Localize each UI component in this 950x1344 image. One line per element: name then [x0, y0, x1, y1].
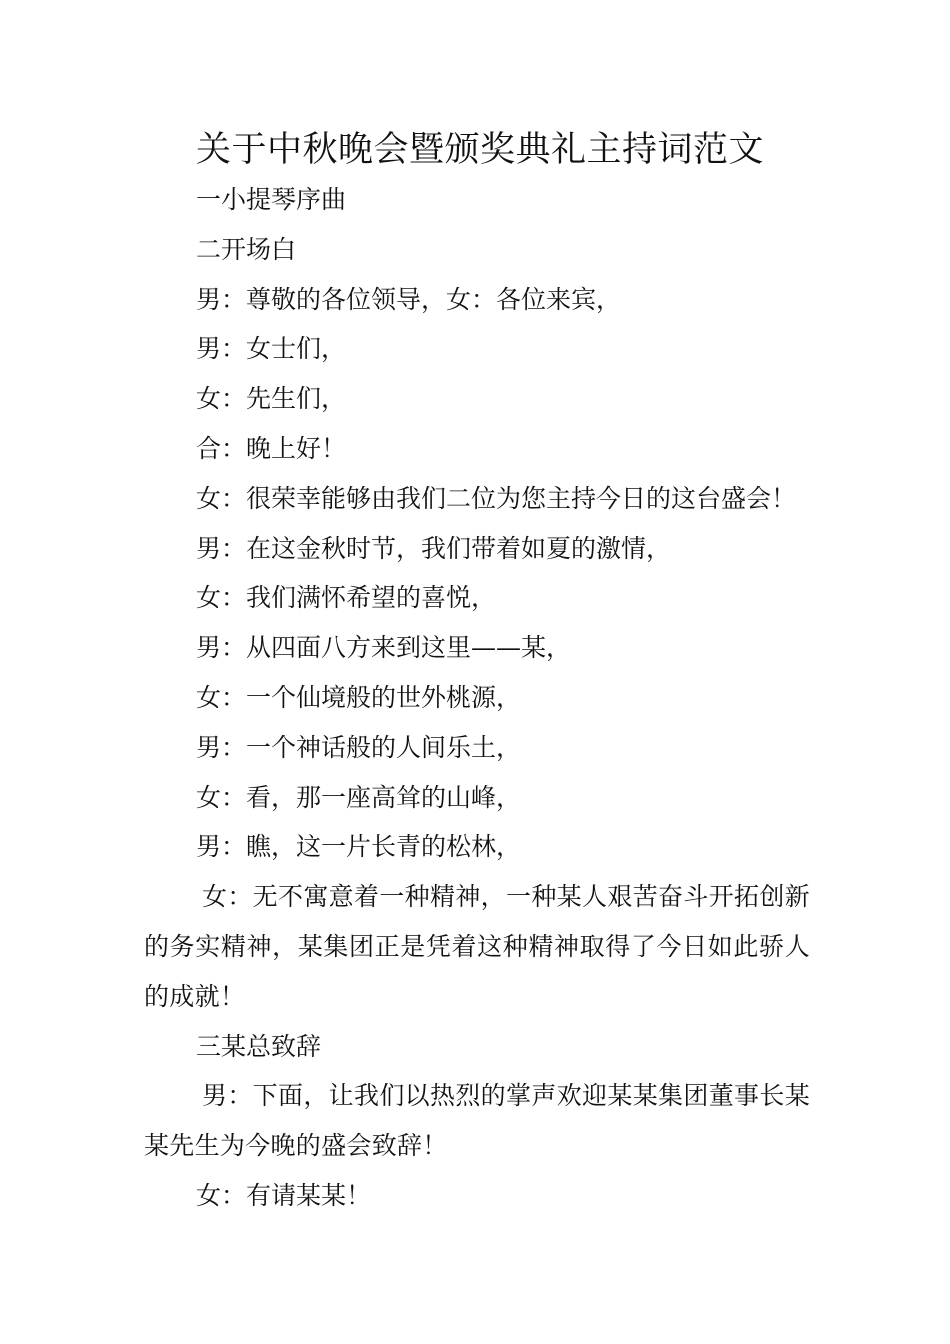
dialogue-line: 男：女士们，	[196, 334, 347, 364]
dialogue-line: 女：有请某某！	[196, 1180, 372, 1210]
dialogue-line: 女：看，那一座高耸的山峰，	[196, 782, 522, 812]
dialogue-line: 男：瞧，这一片长青的松林，	[196, 832, 522, 862]
document-title: 关于中秋晚会暨颁奖典礼主持词范文	[196, 130, 765, 170]
dialogue-line: 男：尊敬的各位领导，女：各位来宾，	[196, 284, 622, 314]
dialogue-line: 男：在这金秋时节，我们带着如夏的激情，	[196, 533, 672, 563]
dialogue-paragraph: 男：下面，让我们以热烈的掌声欢迎某某集团董事长某某先生为今晚的盛会致辞！	[144, 1081, 810, 1161]
dialogue-line: 合：晚上好！	[196, 433, 347, 463]
dialogue-line: 女：很荣幸能够由我们二位为您主持今日的这台盛会！	[196, 483, 797, 513]
dialogue-line: 女：一个仙境般的世外桃源，	[196, 682, 522, 712]
dialogue-line: 女：先生们，	[196, 384, 347, 414]
dialogue-line: 女：我们满怀希望的喜悦，	[196, 583, 497, 613]
dialogue-line: 男：从四面八方来到这里——某，	[196, 633, 572, 663]
section-heading-opening: 二开场白	[196, 234, 297, 264]
document-body	[144, 175, 810, 1221]
dialogue-line: 男：一个神话般的人间乐土，	[196, 732, 522, 762]
dialogue-paragraph: 女：无不寓意着一种精神，一种某人艰苦奋斗开拓创新的务实精神，某集团正是凭着这种精神取得了今日如此骄人的成就！	[144, 882, 810, 1011]
section-heading-violin-overture: 一小提琴序曲	[196, 185, 347, 214]
section-heading-speech: 三某总致辞	[196, 1031, 322, 1061]
